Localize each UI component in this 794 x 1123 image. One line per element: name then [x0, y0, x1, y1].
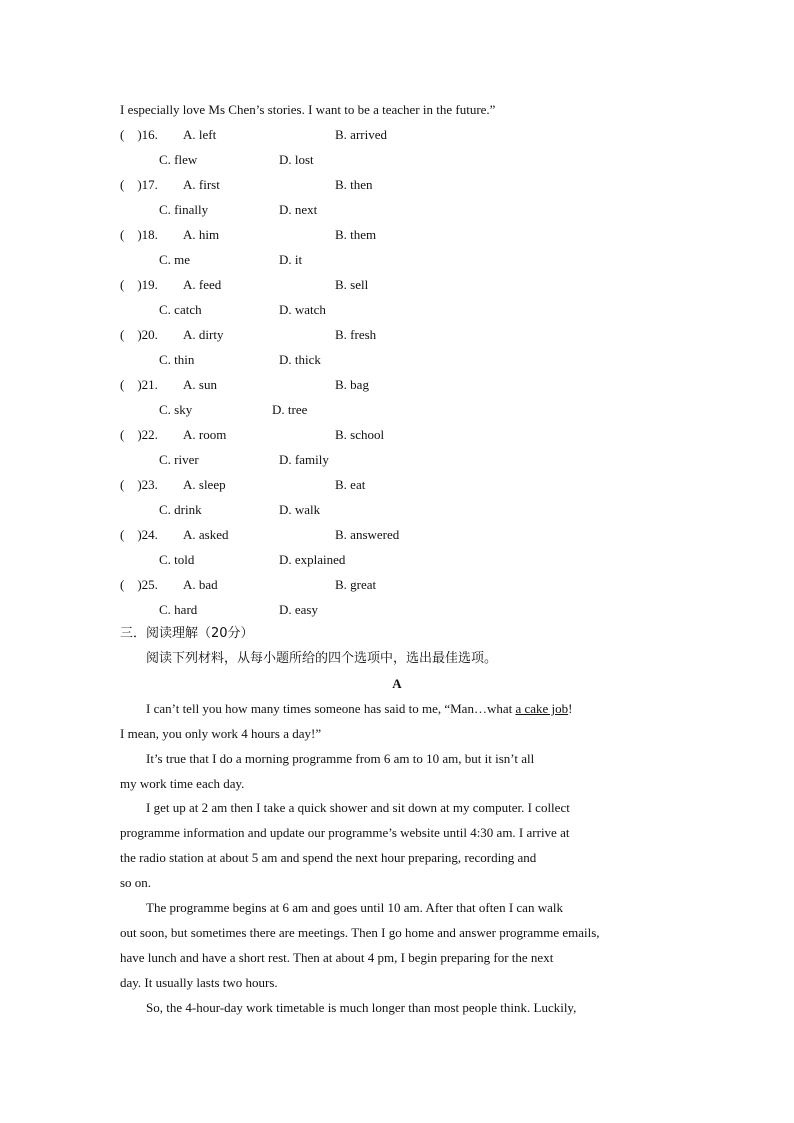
question-number: ( )18.	[120, 227, 158, 242]
option-c: C. told	[159, 552, 195, 567]
option-c: C. sky	[159, 402, 193, 417]
option-c: C. catch	[159, 302, 202, 317]
option-a: A. dirty	[183, 327, 224, 342]
option-b: B. fresh	[335, 327, 377, 342]
question-number: ( )21.	[120, 377, 158, 392]
option-b: B. arrived	[335, 127, 387, 142]
question-number: ( )16.	[120, 127, 158, 142]
option-c: C. flew	[159, 152, 198, 167]
option-b: B. school	[335, 427, 385, 442]
option-a: A. sleep	[183, 477, 226, 492]
passage-line: So, the 4-hour-day work timetable is much longer than most people think. Luckily,	[146, 1000, 577, 1015]
option-d: D. next	[279, 202, 318, 217]
option-b: B. then	[335, 177, 373, 192]
passage-line: my work time each day.	[120, 776, 245, 791]
option-d: D. easy	[279, 602, 318, 617]
option-d: D. lost	[279, 152, 314, 167]
option-b: B. sell	[335, 277, 369, 292]
section-title: 三．阅读理解（20分）	[120, 626, 254, 641]
option-a: A. sun	[183, 377, 217, 392]
question-number: ( )20.	[120, 327, 158, 342]
passage-line: The programme begins at 6 am and goes until 10 am. After that often I can walk	[146, 900, 563, 915]
option-c: C. drink	[159, 502, 202, 517]
question-number: ( )17.	[120, 177, 158, 192]
passage-line: I mean, you only work 4 hours a day!”	[120, 726, 322, 741]
passage-text: !	[568, 701, 573, 716]
option-c: C. finally	[159, 202, 209, 217]
intro-line: I especially love Ms Chen’s stories. I want to be a teacher in the future.”	[120, 102, 496, 117]
question-number: ( )25.	[120, 577, 158, 592]
option-a: A. feed	[183, 277, 222, 292]
passage-line: It’s true that I do a morning programme from 6 am to 10 am, but it isn’t all	[146, 751, 535, 766]
passage-line: out soon, but sometimes there are meetings. Then I go home and answer programme emails,	[120, 925, 600, 940]
option-d: D. walk	[279, 502, 321, 517]
passage-line: I get up at 2 am then I take a quick shower and sit down at my computer. I collect	[146, 800, 570, 815]
option-b: B. eat	[335, 477, 366, 492]
passage-line	[146, 701, 573, 717]
option-c: C. river	[159, 452, 199, 467]
option-c: C. thin	[159, 352, 195, 367]
question-number: ( )24.	[120, 527, 158, 542]
option-a: A. him	[183, 227, 220, 242]
option-a: A. bad	[183, 577, 218, 592]
section-instruction: 阅读下列材料，从每小题所给的四个选项中，选出最佳选项。	[146, 651, 498, 666]
passage-line: the radio station at about 5 am and spend the next hour preparing, recording and	[120, 850, 537, 865]
option-a: A. first	[183, 177, 220, 192]
option-c: C. hard	[159, 602, 198, 617]
question-number: ( )19.	[120, 277, 158, 292]
option-d: D. tree	[272, 402, 308, 417]
option-c: C. me	[159, 252, 191, 267]
option-b: B. bag	[335, 377, 369, 392]
option-b: B. answered	[335, 527, 400, 542]
option-d: D. explained	[279, 552, 346, 567]
question-number: ( )22.	[120, 427, 158, 442]
passage-line: so on.	[120, 875, 152, 890]
passage-label: A	[392, 676, 402, 691]
option-a: A. asked	[183, 527, 229, 542]
passage-line: day. It usually lasts two hours.	[120, 975, 278, 990]
option-d: D. watch	[279, 302, 326, 317]
option-d: D. it	[279, 252, 303, 267]
option-a: A. left	[183, 127, 217, 142]
option-d: D. family	[279, 452, 329, 467]
underlined-phrase: a cake job	[515, 701, 569, 716]
passage-line: programme information and update our programme’s website until 4:30 am. I arrive at	[120, 825, 570, 840]
question-number: ( )23.	[120, 477, 158, 492]
option-d: D. thick	[279, 352, 321, 367]
option-a: A. room	[183, 427, 227, 442]
option-b: B. them	[335, 227, 377, 242]
passage-text: I can’t tell you how many times someone has said to me, “Man…what	[146, 701, 516, 716]
passage-line: have lunch and have a short rest. Then at about 4 pm, I begin preparing for the next	[120, 950, 554, 965]
option-b: B. great	[335, 577, 377, 592]
